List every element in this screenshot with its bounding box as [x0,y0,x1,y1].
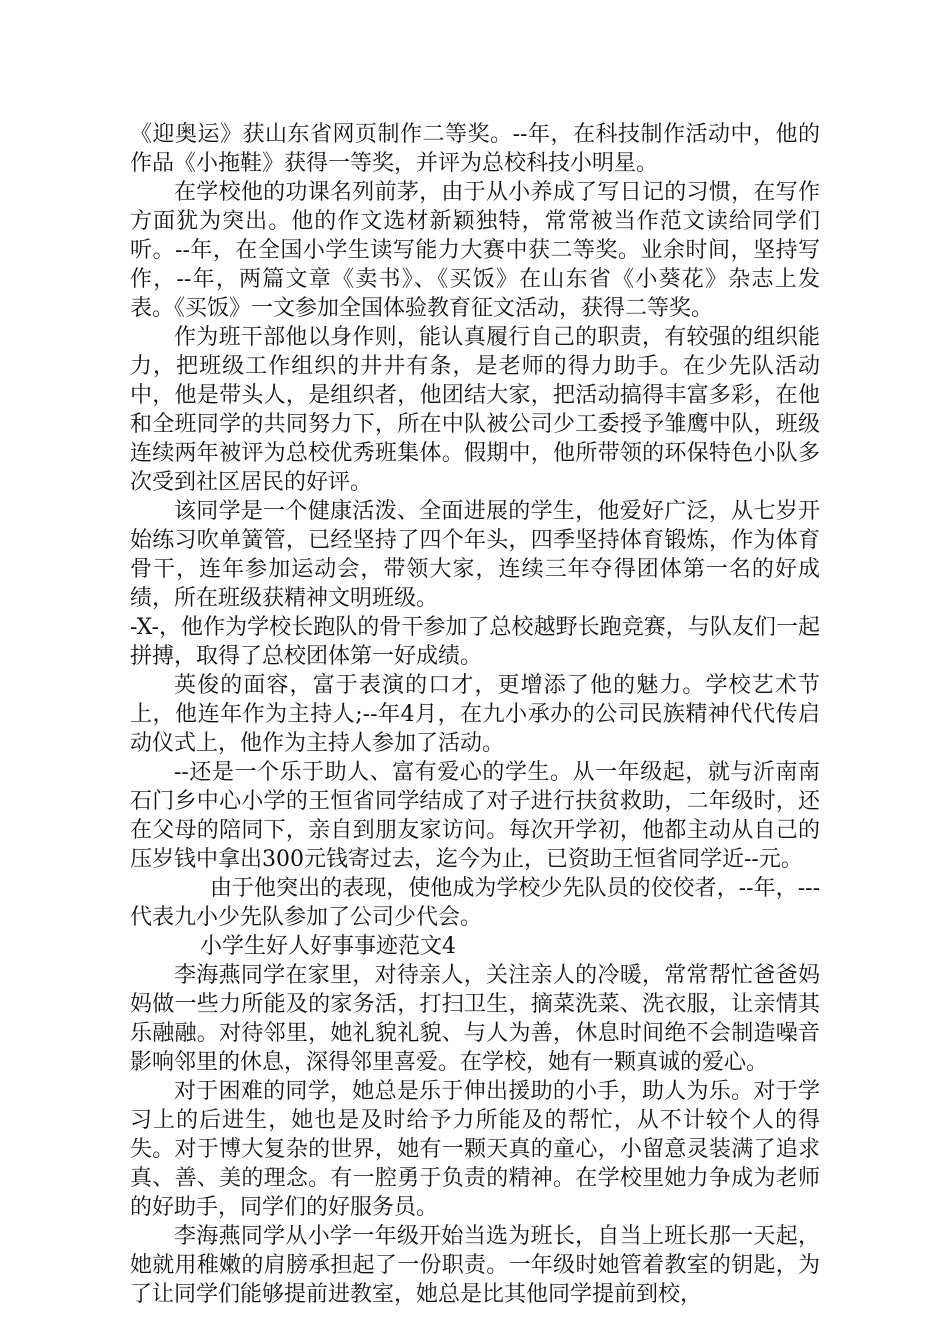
paragraph-helping: 对于困难的同学，她总是乐于伸出援助的小手，助人为乐。对于学习上的后进生，她也是及时给予力所能及的帮忙，从不计较个人的得失。对于博大复杂的世界，她有一颗天真的童心，小留意灵装满了追求真、善、美的理念。有一腔勇于负责的精神。在学校里她力争成为老师的好助手，同学们的好服务员。 [130,1079,820,1220]
paragraph-writing: 在学校他的功课名列前茅，由于从小养成了写日记的习惯，在写作方面犹为突出。他的作文选材新颖独特，常常被当作范文读给同学们听。--年，在全国小学生读写能力大赛中获二等奖。业余时间，坚持写作，--年，两篇文章《卖书》、《买饭》在山东省《小葵花》杂志上发表。《买饭》一文参加全国体验教育征文活动，获得二等奖。 [130,180,820,321]
paragraph-long-distance: -X-，他作为学校长跑队的骨干参加了总校越野长跑竞赛，与队友们一起拼搏，取得了总校团体第一好成绩。 [130,615,820,669]
paragraph-class-leader: 作为班干部他以身作则，能认真履行自己的职责，有较强的组织能力，把班级工作组织的井井有条，是老师的得力助手。在少先队活动中，他是带头人，是组织者，他团结大家，把活动搞得丰富多彩，在他和全班同学的共同努力下，所在中队被公司少工委授予雏鹰中队，班级连续两年被评为总校优秀班集体。假期中，他所带领的环保特色小队多次受到社区居民的好评。 [130,325,820,495]
paragraph-outstanding: 由于他突出的表现，使他成为学校少先队员的佼佼者，--年，---代表九小少先队参加了公司少代会。 [130,876,820,930]
document-body [130,120,820,1309]
section-heading: 小学生好人好事事迹范文4 [200,934,456,959]
paragraph-family: 李海燕同学在家里，对待亲人，关注亲人的冷暖，常常帮忙爸爸妈妈做一些力所能及的家务活，打扫卫生，摘菜洗菜、洗衣服，让亲情其乐融融。对待邻里，她礼貌礼貌、与人为善，休息时间绝不会制造噪音影响邻里的休息，深得邻里喜爱。在学校，她有一颗真诚的爱心。 [130,963,820,1075]
paragraph-host: 英俊的面容，富于表演的口才，更增添了他的魅力。学校艺术节上，他连年作为主持人;--年4月，在九小承办的公司民族精神代代传启动仪式上，他作为主持人参加了活动。 [130,673,820,756]
paragraph-award-continued: 《迎奥运》获山东省网页制作二等奖。--年，在科技制作活动中，他的作品《小拖鞋》获得一等奖，并评为总校科技小明星。 [130,122,820,176]
paragraph-sports: 该同学是一个健康活泼、全面进展的学生，他爱好广泛，从七岁开始练习吹单簧管，已经坚持了四个年头，四季坚持体育锻炼，作为体育骨干，连年参加运动会，带领大家，连续三年夺得团体第一名的好成绩，所在班级获精神文明班级。 [130,499,820,611]
paragraph-charity: --还是一个乐于助人、富有爱心的学生。从一年级起，就与沂南南石门乡中心小学的王恒省同学结成了对子进行扶贫救助，二年级时，还在父母的陪同下，亲自到朋友家访问。每次开学初，他都主动从自己的压岁钱中拿出300元钱寄过去，迄今为止，已资助王恒省同学近--元。 [130,760,820,872]
paragraph-monitor: 李海燕同学从小学一年级开始当选为班长，自当上班长那一天起，她就用稚嫩的肩膀承担起了一份职责。一年级时她管着教室的钥匙，为了让同学们能够提前进教室，她总是比其他同学提前到校， [130,1224,820,1307]
